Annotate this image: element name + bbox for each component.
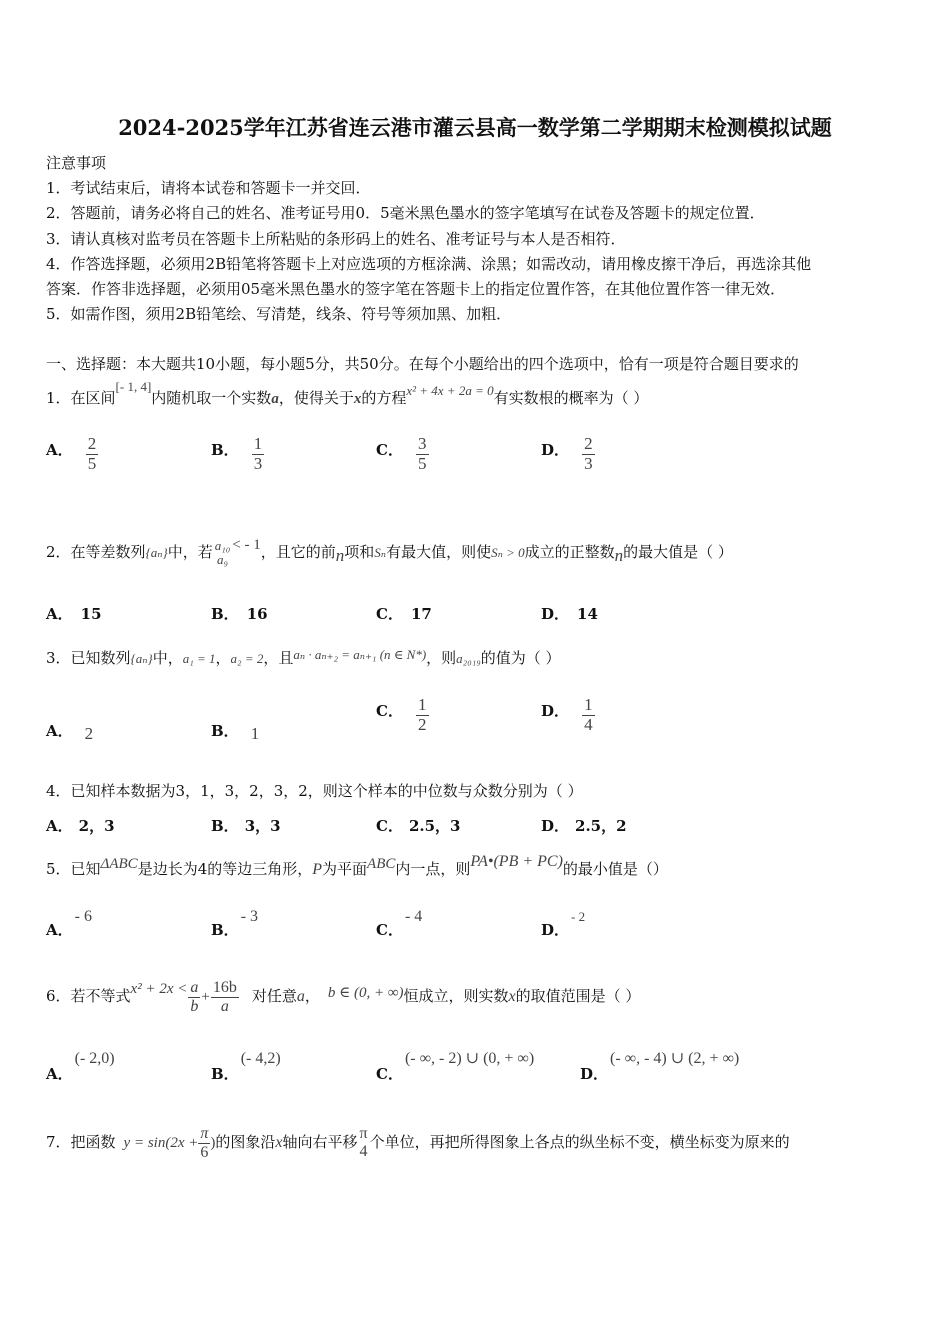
option-value: 14 <box>577 605 598 623</box>
option-value: 2.5，2 <box>575 817 627 835</box>
q2-text: 有最大值，则使 <box>386 543 492 561</box>
option-value: 2.5，3 <box>408 817 461 835</box>
option-fraction: $\frac{1}{2}$ <box>418 695 427 734</box>
q2-ineq: < - 1 <box>232 537 261 553</box>
q7-function-fraction: $\frac{\pi}{6}$ <box>200 1124 209 1161</box>
option-label: C． <box>376 701 403 720</box>
q1-option-a[interactable] <box>46 435 98 473</box>
notice-item: 2．答题前，请务必将自己的姓名、准考证号用0．5毫米黑色墨水的签字笔填写在试卷及答题卡的规定位置． <box>46 204 765 222</box>
page-title: 2024-2025学年江苏省连云港市灌云县高一数学第二学期期末检测模拟试题 <box>118 115 832 140</box>
q1-option-c[interactable] <box>376 435 429 473</box>
q2-condition: Sₙ > 0 <box>491 545 525 560</box>
notice-item: 3．请认真核对监考员在答题卡上所粘贴的条形码上的姓名、准考证号与本人是否相符． <box>46 230 626 248</box>
q6-text: 对任意 <box>251 987 297 1005</box>
question-4: 4．已知样本数据为3，1，3，2，3，2，则这个样本的中位数与众数分别为（ ） <box>46 782 583 800</box>
q4-option-c[interactable] <box>376 815 461 836</box>
q5-option-c[interactable] <box>376 905 423 939</box>
q6-lhs: x² + 2x < <box>130 981 188 997</box>
option-label: A． <box>46 605 73 623</box>
q6-var-x: x <box>508 988 516 1005</box>
q6-option-d[interactable] <box>580 1047 740 1083</box>
option-value: 15 <box>80 605 102 623</box>
option-value: 1 <box>250 724 260 743</box>
q4-option-d[interactable] <box>541 815 627 836</box>
q3-text: ， <box>215 649 231 667</box>
q3-text: 3．已知数列 <box>46 649 131 667</box>
q5-point: P <box>312 861 323 878</box>
q3-text: ，则 <box>426 649 457 667</box>
q3-seq: {aₙ} <box>130 651 153 666</box>
q7-text: 轴向右平移 <box>282 1133 358 1151</box>
q5-text: 为平面 <box>322 860 368 878</box>
q1-option-b[interactable] <box>211 435 264 473</box>
option-label: D． <box>541 605 570 623</box>
q2-option-a[interactable] <box>46 603 102 624</box>
q6-option-a[interactable] <box>46 1047 115 1083</box>
q1-equation: x² + 4x + 2a = 0 <box>406 383 494 398</box>
q7-text: 的图象沿 <box>215 1133 276 1151</box>
q1-option-d[interactable] <box>541 435 595 473</box>
option-label: C． <box>376 921 403 939</box>
q3-text: 的值为（ ） <box>480 649 561 667</box>
option-fraction: $\frac{1}{4}$ <box>584 695 593 734</box>
q1-interval: [- 1, 4] <box>115 379 152 394</box>
option-label: B． <box>211 440 239 459</box>
option-label: A． <box>46 440 73 459</box>
q3-relation: aₙ · aₙ₊₂ = aₙ₊₁ (n ∈ N*) <box>293 647 427 662</box>
q4-option-a[interactable] <box>46 815 115 836</box>
q6-text: ， <box>304 987 320 1005</box>
q2-option-d[interactable] <box>541 603 598 624</box>
option-value: (- ∞, - 4) ∪ (2, + ∞) <box>610 1050 740 1067</box>
q5-text: 内一点，则 <box>395 860 471 878</box>
q3-a1: a₁ = 1 <box>182 651 216 666</box>
question-1 <box>46 378 648 419</box>
q6-plus: + <box>201 989 210 1005</box>
q6-fraction-1: $\frac{a}{b}$ <box>190 978 199 1015</box>
option-label: A． <box>46 1065 73 1083</box>
option-fraction: $\frac{3}{5}$ <box>418 434 427 473</box>
q3-option-a[interactable] <box>46 720 93 741</box>
option-value: 2，3 <box>78 817 115 835</box>
option-value: - 3 <box>240 908 259 925</box>
q1-text: 内随机取一个实数 <box>151 389 272 407</box>
q6-b-range: b ∈ (0, + ∞) <box>327 985 404 1001</box>
notice-heading: 注意事项 <box>46 154 107 172</box>
q7-function-close: ) <box>210 1135 216 1151</box>
option-fraction: $\frac{2}{5}$ <box>87 434 97 473</box>
q1-text: ，使得关于 <box>278 389 354 407</box>
q2-text: ，且它的前 <box>260 543 336 561</box>
option-label: B． <box>211 817 239 835</box>
q6-text: 的取值范围是（ ） <box>515 987 641 1005</box>
q7-shift-fraction: π 4 <box>359 1125 368 1160</box>
q4-option-b[interactable] <box>211 815 281 836</box>
q2-var-sn: Sₙ <box>374 545 387 560</box>
q6-var-a: a <box>296 988 305 1005</box>
q7-var-x: x <box>275 1134 283 1151</box>
option-label: A． <box>46 817 73 835</box>
option-label: D． <box>541 921 570 939</box>
option-value: (- 2,0) <box>74 1050 115 1067</box>
q5-option-a[interactable] <box>46 905 92 939</box>
option-label: A． <box>46 921 73 939</box>
option-value: 16 <box>246 605 268 623</box>
q6-text: 6．若不等式 <box>46 987 131 1005</box>
q1-text: 1．在区间 <box>46 389 116 407</box>
q6-text: 恒成立，则实数 <box>403 987 509 1005</box>
q3-text: 中， <box>152 649 183 667</box>
q2-seq: {aₙ} <box>145 545 168 560</box>
q5-text: 5．已知 <box>46 860 101 878</box>
q2-text: 的最大值是（ ） <box>623 543 733 561</box>
section-heading: 一、选择题：本大题共10小题，每小题5分，共50分。在每个小题给出的四个选项中，恰有一项是符合题目要求的 <box>46 355 799 373</box>
q2-option-b[interactable] <box>211 603 268 624</box>
q3-a2: a₂ = 2 <box>230 651 264 666</box>
option-label: B． <box>211 722 239 740</box>
option-value: - 4 <box>404 908 423 925</box>
q5-expression: PA•(PB + PC) <box>470 853 563 870</box>
q5-plane: ABC <box>367 856 396 872</box>
q2-var-n: n <box>335 546 345 565</box>
q7-text: 个单位，再把所得图象上各点的纵坐标不变，横坐标变为原来的 <box>369 1133 790 1151</box>
q3-option-c[interactable] <box>376 696 429 734</box>
option-label: D． <box>580 1065 609 1083</box>
question-3 <box>46 640 561 677</box>
option-value: 17 <box>410 605 432 623</box>
q2-text: 2．在等差数列 <box>46 543 146 561</box>
option-label: D． <box>541 817 570 835</box>
notice-item: 5．如需作图，须用2B铅笔绘、写清楚，线条、符号等须加黑、加粗． <box>46 305 512 323</box>
q3-option-b[interactable] <box>211 720 259 741</box>
option-value: - 6 <box>74 908 92 925</box>
notice-item: 1．考试结束后，请将本试卷和答题卡一并交回． <box>46 179 371 197</box>
q2-var-n: n <box>614 546 624 565</box>
notice-item: 4．作答选择题，必须用2B铅笔将答题卡上对应选项的方框涂满、涂黑；如需改动，请用橡皮擦干净后，再选涂其他 <box>46 255 812 273</box>
q7-text: 7．把函数 <box>46 1133 116 1151</box>
q5-text: 是边长为4的等边三角形， <box>137 860 313 878</box>
option-value: - 2 <box>571 909 586 924</box>
q2-text: 项和 <box>344 543 375 561</box>
q2-text: 成立的正整数 <box>524 543 615 561</box>
q5-text: 的最小值是（） <box>562 860 668 878</box>
notice-item: 答案．作答非选择题，必须用05毫米黑色墨水的签字笔在答题卡上的指定位置作答，在其他位置作答一律无效． <box>46 280 786 298</box>
q5-option-d[interactable] <box>541 905 586 939</box>
q7-function: y = sin(2x + <box>123 1135 199 1151</box>
option-label: C． <box>376 440 403 459</box>
q2-ratio: a₁₀ a₉ <box>214 537 231 567</box>
option-value: 2 <box>84 724 94 743</box>
question-7 <box>46 1112 790 1173</box>
q1-text: 的方程 <box>361 389 407 407</box>
question-5 <box>46 850 668 889</box>
option-label: D． <box>541 701 570 720</box>
q6-fraction-2: $\frac{16b}{a}$ <box>212 978 237 1015</box>
q2-option-c[interactable] <box>376 603 432 624</box>
q5-option-b[interactable] <box>211 905 259 939</box>
q1-var-a: a <box>271 391 279 407</box>
q3-text: ，且 <box>263 649 294 667</box>
q3-option-d[interactable] <box>541 696 595 734</box>
q6-option-c[interactable] <box>376 1047 535 1083</box>
q6-option-b[interactable] <box>211 1047 281 1083</box>
q1-text: 有实数根的概率为（ ） <box>493 389 649 407</box>
q5-triangle: ΔABC <box>100 856 138 872</box>
option-label: A． <box>46 722 73 740</box>
option-label: B． <box>211 1065 239 1083</box>
option-value: (- ∞, - 2) ∪ (0, + ∞) <box>404 1050 535 1067</box>
question-6 <box>46 966 640 1027</box>
option-fraction: $\frac{2}{3}$ <box>584 434 593 473</box>
q2-text: 中，若 <box>167 543 213 561</box>
option-label: B． <box>211 605 239 623</box>
q1-var-x: x <box>353 391 362 407</box>
option-value: 3，3 <box>244 817 281 835</box>
option-fraction: $\frac{1}{3}$ <box>253 434 263 473</box>
option-label: C． <box>376 1065 403 1083</box>
option-value: (- 4,2) <box>240 1050 281 1067</box>
option-label: C． <box>376 605 403 623</box>
option-label: D． <box>541 440 570 459</box>
option-label: C． <box>376 817 403 835</box>
option-label: B． <box>211 921 239 939</box>
q3-target: a₂₀₁₉ <box>456 651 481 666</box>
question-2 <box>46 522 733 583</box>
